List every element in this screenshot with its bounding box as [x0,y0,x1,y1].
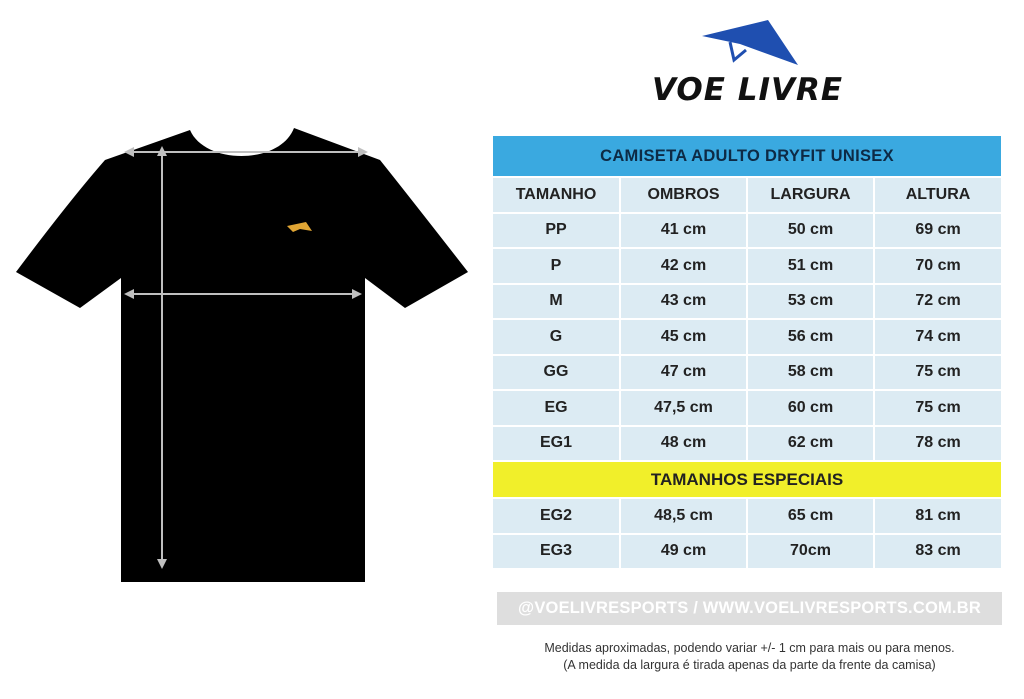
hang-glider-icon [700,18,800,68]
table-row [493,535,1003,571]
header-row [493,178,1003,214]
brand-name: VOE LIVRE [651,72,844,108]
cell-altura: 75 cm [875,356,1003,392]
table-title: CAMISETA ADULTO DRYFIT UNISEX [493,136,1003,178]
measurement-note [497,640,1002,674]
cell-ombros: 42 cm [621,249,748,285]
shirt-diagram [0,0,480,699]
header-tamanho: TAMANHO [493,178,621,214]
cell-ombros: 43 cm [621,285,748,321]
note-line-1: Medidas aproximadas, podendo variar +/- 1 cm para mais ou para menos. [544,641,955,655]
cell-largura: 53 cm [748,285,875,321]
cell-altura: 70 cm [875,249,1003,285]
cell-altura: 74 cm [875,320,1003,356]
header-largura: LARGURA [748,178,875,214]
cell-ombros: 48 cm [621,427,748,463]
cell-size: EG1 [493,427,621,463]
table-row [493,320,1003,356]
cell-size: EG [493,391,621,427]
cell-size: EG2 [493,499,621,535]
cell-ombros: 41 cm [621,214,748,250]
cell-altura: 69 cm [875,214,1003,250]
tshirt-body [16,128,468,582]
cell-ombros: 47 cm [621,356,748,392]
cell-ombros: 47,5 cm [621,391,748,427]
cell-altura: 83 cm [875,535,1003,571]
cell-largura: 56 cm [748,320,875,356]
tshirt-icon [0,0,480,699]
cell-size: M [493,285,621,321]
cell-largura: 50 cm [748,214,875,250]
cell-largura: 70cm [748,535,875,571]
cell-largura: 65 cm [748,499,875,535]
special-sizes-title: TAMANHOS ESPECIAIS [493,462,1003,499]
table-row [493,214,1003,250]
brand-logo [640,18,855,110]
size-table [493,136,1003,570]
table-row [493,391,1003,427]
cell-altura: 78 cm [875,427,1003,463]
cell-ombros: 49 cm [621,535,748,571]
cell-ombros: 45 cm [621,320,748,356]
cell-largura: 58 cm [748,356,875,392]
cell-ombros: 48,5 cm [621,499,748,535]
table-row [493,356,1003,392]
cell-largura: 51 cm [748,249,875,285]
table-row [493,427,1003,463]
social-bar: @VOELIVRESPORTS / WWW.VOELIVRESPORTS.COM.BR [497,592,1002,625]
header-ombros: OMBROS [621,178,748,214]
table-row [493,285,1003,321]
cell-largura: 60 cm [748,391,875,427]
cell-size: P [493,249,621,285]
table-row [493,249,1003,285]
cell-largura: 62 cm [748,427,875,463]
cell-size: G [493,320,621,356]
cell-altura: 72 cm [875,285,1003,321]
cell-size: PP [493,214,621,250]
cell-altura: 75 cm [875,391,1003,427]
table-row [493,499,1003,535]
header-altura: ALTURA [875,178,1003,214]
cell-size: EG3 [493,535,621,571]
cell-size: GG [493,356,621,392]
note-line-2: (A medida da largura é tirada apenas da parte da frente da camisa) [563,658,936,672]
cell-altura: 81 cm [875,499,1003,535]
